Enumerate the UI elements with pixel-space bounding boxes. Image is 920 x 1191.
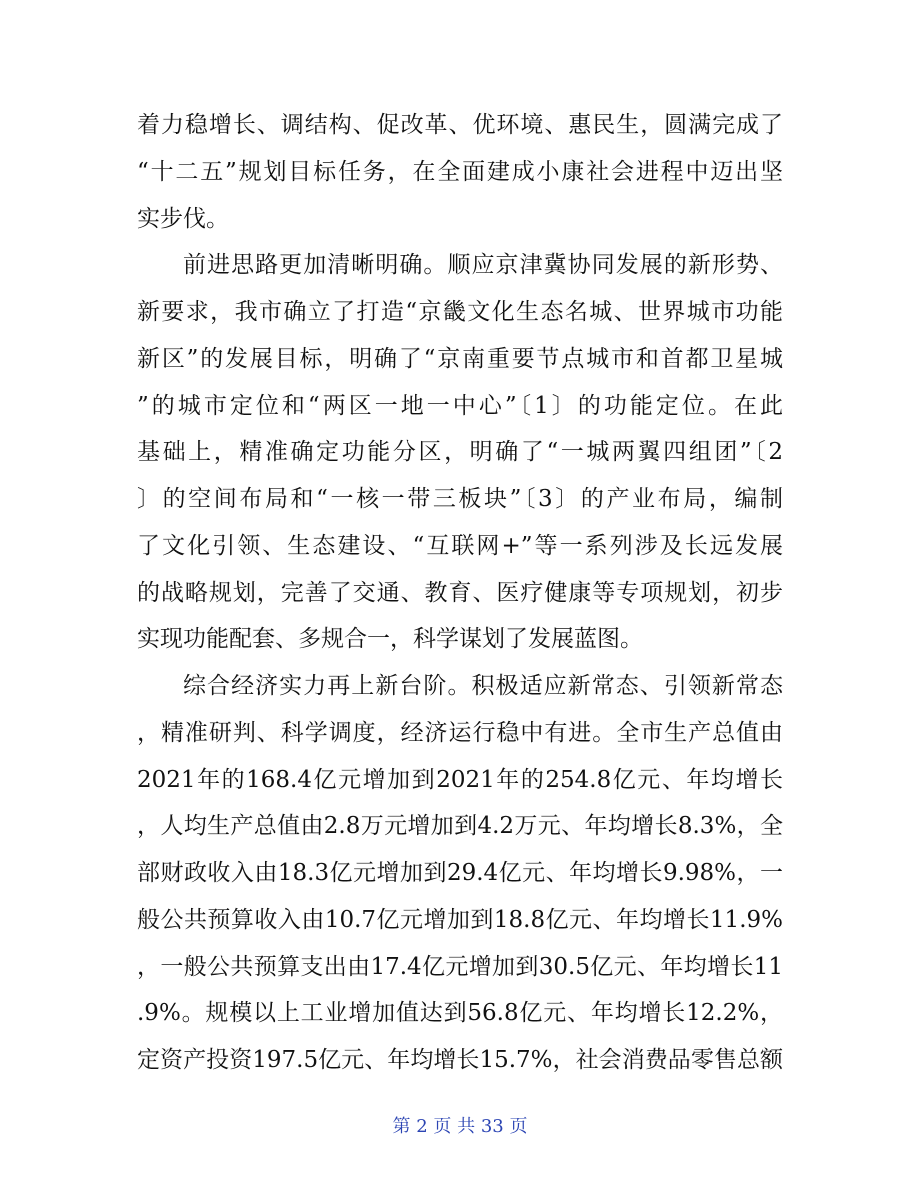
text-line: 实步伐。 — [137, 205, 229, 232]
text-line: “十二五”规划目标任务，在全面建成小康社会进程中迈出坚 — [137, 158, 783, 185]
text-line: 实现功能配套、多规合一，科学谋划了发展蓝图。 — [137, 626, 643, 653]
text-line: 的战略规划，完善了交通、教育、医疗健康等专项规划，初步 — [137, 579, 783, 606]
paragraph — [137, 242, 783, 663]
text-line: ，人均生产总值由2.8万元增加到4.2万元、年均增长8.3%，全 — [137, 813, 783, 840]
text-line: 定资产投资197.5亿元、年均增长15.7%，社会消费品零售总额 — [137, 1047, 783, 1073]
text-line: 〕的空间布局和“一核一带三板块”〔3〕的产业布局，编制 — [137, 486, 783, 512]
text-line: ，精准研判、科学调度，经济运行稳中有进。全市生产总值由 — [137, 719, 783, 746]
text-line: 新区”的发展目标，明确了“京南重要节点城市和首都卫星城 — [137, 345, 783, 372]
text-line: 部财政收入由18.3亿元增加到29.4亿元、年均增长9.98%，一 — [137, 860, 783, 886]
text-line: 综合经济实力再上新台阶。积极适应新常态、引领新常态 — [183, 673, 783, 699]
text-line: 2021年的168.4亿元增加到2021年的254.8亿元、年均增长 — [137, 766, 783, 793]
text-line: 新要求，我市确立了打造“京畿文化生态名城、世界城市功能 — [137, 299, 783, 325]
text-line: 基础上，精准确定功能分区，明确了“一城两翼四组团”〔2 — [137, 439, 783, 466]
text-line: 了文化引领、生态建设、“互联网+”等一系列涉及长远发展 — [137, 532, 783, 559]
text-line: 般公共预算收入由10.7亿元增加到18.8亿元、年均增长11.9% — [137, 906, 783, 933]
text-line: .9%。规模以上工业增加值达到56.8亿元、年均增长12.2%， — [137, 1000, 783, 1027]
text-line: ”的城市定位和“两区一地一中心”〔1〕的功能定位。在此 — [137, 392, 783, 419]
document-body — [137, 102, 783, 1084]
paragraph — [137, 102, 783, 242]
text-line: 着力稳增长、调结构、促改革、优环境、惠民生，圆满完成了 — [137, 112, 783, 138]
page-number-footer: 第 2 页 共 33 页 — [392, 1116, 528, 1137]
paragraph — [137, 663, 783, 1084]
text-line: 前进思路更加清晰明确。顺应京津冀协同发展的新形势、 — [183, 252, 783, 279]
text-line: ，一般公共预算支出由17.4亿元增加到30.5亿元、年均增长11 — [137, 953, 783, 980]
